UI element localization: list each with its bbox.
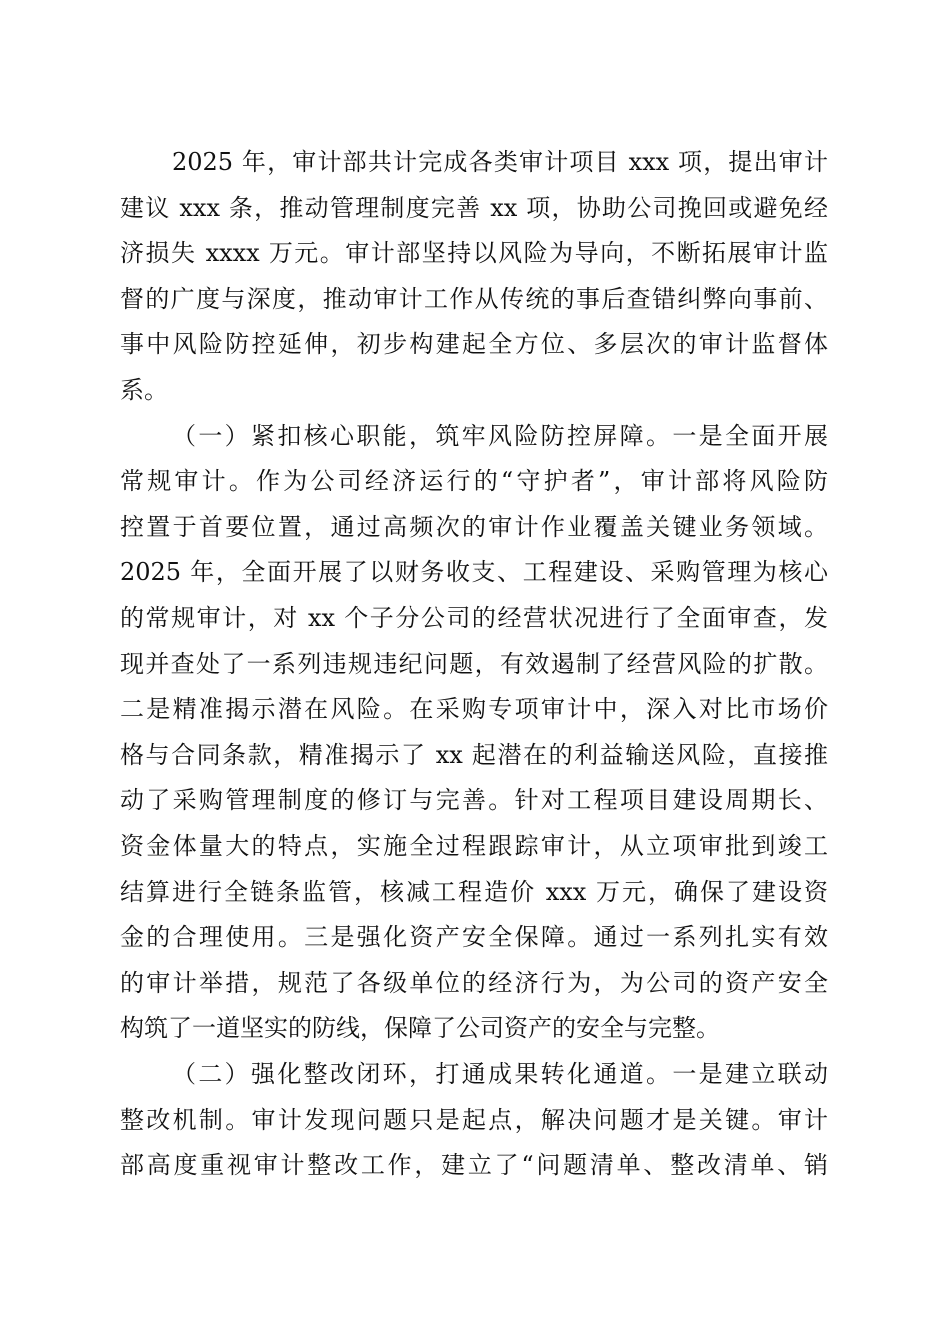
- paragraph-2-line-6: 现并查处了一系列违规违纪问题，有效遏制了经营风险的扩散。: [120, 649, 828, 678]
- paragraph-3-line-1: （二）强化整改闭环，打通成果转化通道。一是建立联动: [172, 1060, 828, 1088]
- paragraph-1-line-3: 济损失 xxxx 万元。审计部坚持以风险为导向，不断拓展审计监: [120, 239, 828, 268]
- paragraph-2-line-14: 构筑了一道坚实的防线，保障了公司资产的安全与完整。: [120, 1014, 720, 1043]
- paragraph-2-line-4: 2025 年，全面开展了以财务收支、工程建设、采购管理为核心: [120, 558, 828, 587]
- paragraph-2-line-8: 格与合同条款，精准揭示了 xx 起潜在的利益输送风险，直接推: [120, 740, 828, 769]
- paragraph-2-line-13: 的审计举措，规范了各级单位的经济行为，为公司的资产安全: [120, 968, 828, 997]
- paragraph-3-line-3: 部高度重视审计整改工作，建立了“问题清单、整改清单、销: [120, 1151, 828, 1180]
- paragraph-2-line-11: 结算进行全链条监管，核减工程造价 xxx 万元，确保了建设资: [120, 877, 828, 906]
- paragraph-1-line-1: 2025 年，审计部共计完成各类审计项目 xxx 项，提出审计: [172, 148, 828, 176]
- paragraph-2-line-2: 常规审计。作为公司经济运行的“守护者”，审计部将风险防: [120, 467, 828, 496]
- paragraph-1-line-2: 建议 xxx 条，推动管理制度完善 xx 项，协助公司挽回或避免经: [120, 193, 828, 222]
- paragraph-2-line-10: 资金体量大的特点，实施全过程跟踪审计，从立项审批到竣工: [120, 832, 828, 860]
- paragraph-3-line-2: 整改机制。审计发现问题只是起点，解决问题才是关键。审计: [120, 1105, 828, 1134]
- paragraph-2-line-1: （一）紧扣核心职能，筑牢风险防控屏障。一是全面开展: [172, 421, 828, 450]
- paragraph-1-line-5: 事中风险防控延伸，初步构建起全方位、多层次的审计监督体: [120, 330, 828, 359]
- paragraph-1-line-6: 系。: [120, 376, 168, 404]
- paragraph-2-line-7: 二是精准揭示潜在风险。在采购专项审计中，深入对比市场价: [120, 695, 828, 724]
- paragraph-2-line-9: 动了采购管理制度的修订与完善。针对工程项目建设周期长、: [120, 786, 828, 815]
- paragraph-2-line-3: 控置于首要位置，通过高频次的审计作业覆盖关键业务领域。: [120, 512, 828, 541]
- paragraph-1-line-4: 督的广度与深度，推动审计工作从传统的事后查错纠弊向事前、: [120, 284, 828, 313]
- paragraph-2-line-12: 金的合理使用。三是强化资产安全保障。通过一系列扎实有效: [120, 923, 828, 952]
- paragraph-2-line-5: 的常规审计，对 xx 个子分公司的经营状况进行了全面审查，发: [120, 604, 828, 632]
